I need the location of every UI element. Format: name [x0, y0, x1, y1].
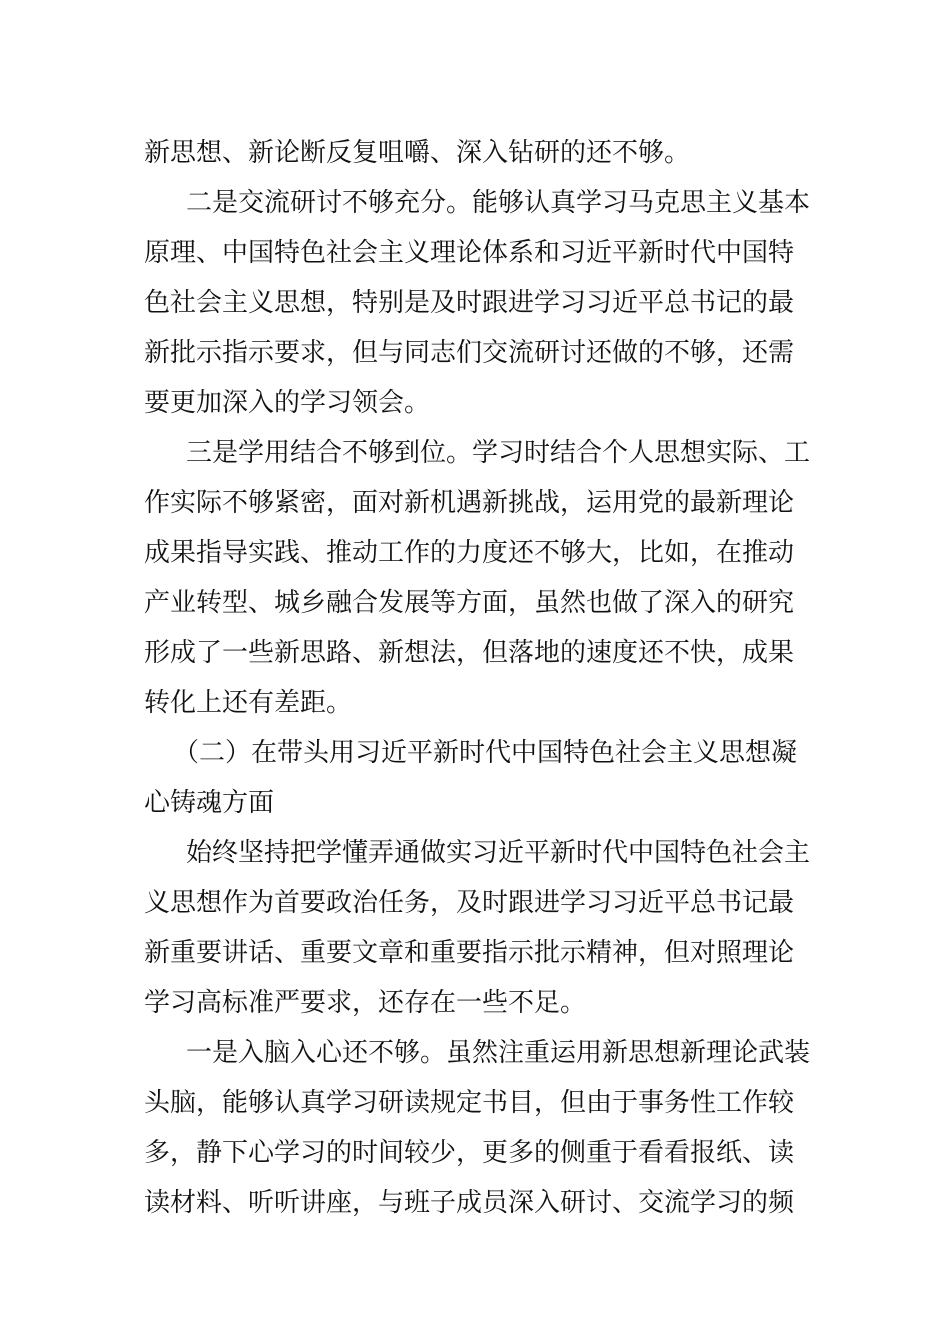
text-line: 新批示指示要求，但与同志们交流研讨还做的不够，还需	[144, 338, 795, 368]
text-line: 形成了一些新思路、新想法，但落地的速度还不快，成果	[144, 638, 795, 668]
text-line: 学习高标准严要求，还存在一些不足。	[144, 988, 587, 1018]
text-line: 原理、中国特色社会主义理论体系和习近平新时代中国特	[144, 238, 795, 268]
section-heading-cont: 心铸魂方面	[144, 788, 275, 818]
paragraph-first-line: 始终坚持把学懂弄通做实习近平新时代中国特色社会主	[186, 838, 811, 868]
paragraph-first-line: 三是学用结合不够到位。学习时结合个人思想实际、工	[186, 438, 811, 468]
text-line: 读材料、听听讲座，与班子成员深入研讨、交流学习的频	[144, 1188, 795, 1218]
text-line: 要更加深入的学习领会。	[144, 388, 431, 418]
text-line: 义思想作为首要政治任务，及时跟进学习习近平总书记最	[144, 888, 795, 918]
paragraph-first-line: 一是入脑入心还不够。虽然注重运用新思想新理论武装	[186, 1038, 811, 1068]
text-line: 新思想、新论断反复咀嚼、深入钻研的还不够。	[144, 138, 691, 168]
section-heading: （二）在带头用习近平新时代中国特色社会主义思想凝	[173, 738, 798, 768]
text-line: 头脑，能够认真学习研读规定书目，但由于事务性工作较	[144, 1088, 795, 1118]
text-line: 多，静下心学习的时间较少，更多的侧重于看看报纸、读	[144, 1138, 795, 1168]
paragraph-first-line: 二是交流研讨不够充分。能够认真学习马克思主义基本	[186, 188, 811, 218]
text-line: 新重要讲话、重要文章和重要指示批示精神，但对照理论	[144, 938, 795, 968]
text-line: 色社会主义思想，特别是及时跟进学习习近平总书记的最	[144, 288, 795, 318]
text-line: 作实际不够紧密，面对新机遇新挑战，运用党的最新理论	[144, 488, 795, 518]
text-line: 成果指导实践、推动工作的力度还不够大，比如，在推动	[144, 538, 795, 568]
text-line: 转化上还有差距。	[144, 688, 353, 718]
text-line: 产业转型、城乡融合发展等方面，虽然也做了深入的研究	[144, 588, 795, 618]
